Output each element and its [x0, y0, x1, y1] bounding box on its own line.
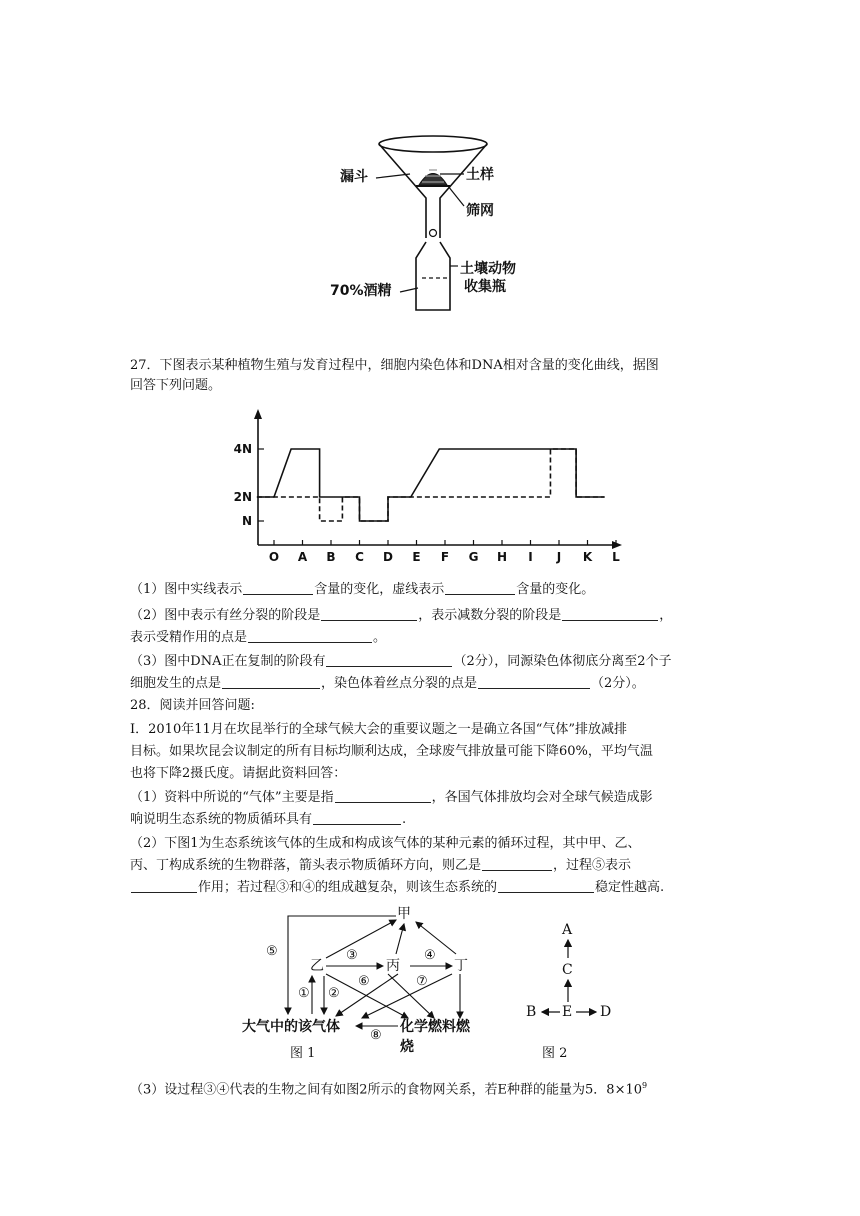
- x-tick-label: K: [582, 550, 593, 564]
- series-dashed-line: [257, 449, 605, 521]
- node-yi: 乙: [310, 958, 324, 974]
- node-fuel-combustion: 化学燃料燃烧: [400, 1019, 470, 1055]
- q28-sub2: （2）下图1为生态系统该气体的生成和构成该气体的某种元素的循环过程，其中甲、乙、: [130, 836, 641, 851]
- q27-sub2: （2）图中表示有丝分裂的阶段是 ，表示减数分裂的阶段是 ，: [130, 608, 673, 623]
- q28-para-3: 也将下降2摄氏度。请据此资料回答：: [130, 766, 347, 781]
- q27-sub3-cont: 细胞发生的点是 ，染色体着丝点分裂的点是 （2分）。: [130, 676, 645, 691]
- process-1: ①: [298, 986, 310, 1001]
- q28-sub1-cont: 响说明生态系统的物质循环具有 .: [130, 812, 407, 827]
- node-bing: 丙: [386, 958, 400, 974]
- q28-sub1: （1）资料中所说的“气体”主要是指 ，各国气体排放均会对全球气候造成影: [130, 790, 653, 805]
- answer-blank[interactable]: [222, 674, 320, 689]
- answer-blank[interactable]: [478, 674, 590, 689]
- funnel-label: 漏斗: [340, 169, 368, 185]
- q27-line-1: 27．下图表示某种植物生殖与发育过程中，细胞内染色体和DNA相对含量的变化曲线，据图: [130, 358, 659, 373]
- process-6: ⑥: [358, 974, 370, 989]
- y-tick-label: N: [241, 514, 252, 528]
- node-B: B: [526, 1004, 537, 1020]
- node-C: C: [562, 962, 573, 978]
- q27-line-2: 回答下列问题。: [130, 378, 222, 393]
- answer-blank[interactable]: [313, 810, 401, 825]
- process-5: ⑤: [266, 944, 278, 959]
- answer-blank[interactable]: [248, 628, 372, 643]
- q27-sub2-cont: 表示受精作用的点是 。: [130, 630, 387, 645]
- sieve-label: 筛网: [466, 203, 494, 219]
- x-tick-label: I: [528, 550, 533, 564]
- exponent: 9: [642, 1081, 648, 1090]
- node-A: A: [562, 922, 573, 938]
- answer-blank[interactable]: [321, 606, 417, 621]
- x-tick-label: B: [326, 550, 336, 564]
- x-tick-label: E: [412, 550, 421, 564]
- chromosome-dna-chart: [228, 405, 628, 565]
- chart-svg: [228, 405, 628, 565]
- y-tick-label: 4N: [233, 442, 252, 456]
- process-3: ③: [346, 948, 358, 963]
- x-tick-label: F: [440, 550, 450, 564]
- figure-2-food-web: [520, 920, 620, 1030]
- x-tick-label: J: [556, 550, 562, 564]
- answer-blank[interactable]: [562, 606, 658, 621]
- process-7: ⑦: [416, 974, 428, 989]
- x-tick-label: C: [355, 550, 364, 564]
- answer-blank[interactable]: [326, 652, 452, 667]
- node-jia: 甲: [397, 906, 411, 922]
- q28-para-1: Ⅰ．2010年11月在坎昆举行的全球气候大会的重要议题之一是确立各国“气体”排放减排: [130, 722, 628, 737]
- answer-blank[interactable]: [498, 878, 594, 893]
- process-2: ②: [328, 986, 340, 1001]
- x-tick-label: D: [383, 550, 393, 564]
- answer-blank[interactable]: [131, 878, 197, 893]
- process-4: ④: [424, 948, 436, 963]
- q27-sub3: （3）图中DNA正在复制的阶段有 （2分），同源染色体彻底分离至2个子: [130, 654, 672, 669]
- node-ding: 丁: [454, 958, 468, 974]
- funnel-diagram: [330, 130, 550, 320]
- q28-para-2: 目标。如果坎昆会议制定的所有目标均顺利达成，全球废气排放量可能下降60%，平均气温: [130, 744, 653, 759]
- q28-sub2-cont-1: 丙、丁构成系统的生物群落，箭头表示物质循环方向，则乙是 ，过程⑤表示: [130, 858, 632, 873]
- q28-sub3: （3）设过程③④代表的生物之间有如图2所示的食物网关系，若E种群的能量为5．$8\times 10^9$: [130, 1081, 648, 1098]
- x-tick-label: H: [496, 550, 508, 564]
- q27-sub1: （1）图中实线表示 含量的变化，虚线表示 含量的变化。: [130, 582, 595, 597]
- q28-sub2-cont-2: 作用；若过程③和④的组成越复杂，则该生态系统的 稳定性越高.: [130, 878, 664, 898]
- soil-sample-label: 土样: [466, 167, 494, 183]
- q28-line-1: 28．阅读并回答问题:: [130, 698, 255, 713]
- process-8: ⑧: [370, 1028, 382, 1043]
- y-axis-arrow: [254, 409, 262, 419]
- answer-blank[interactable]: [482, 856, 552, 871]
- alcohol-label: 70%酒精: [330, 283, 392, 299]
- x-tick-label: L: [612, 550, 620, 564]
- figure-1-caption: 图 1: [290, 1046, 316, 1061]
- figure-2-caption: 图 2: [542, 1046, 568, 1061]
- answer-blank[interactable]: [335, 788, 431, 803]
- node-D: D: [600, 1004, 612, 1020]
- collector-label-1: 土壤动物: [460, 261, 516, 277]
- node-atmosphere: 大气中的该气体: [242, 1019, 340, 1035]
- series-solid-line: [257, 449, 605, 521]
- x-axis-arrow: [612, 541, 622, 549]
- x-tick-label: O: [268, 550, 280, 564]
- y-tick-label: 2N: [233, 490, 252, 504]
- node-E: E: [562, 1004, 573, 1020]
- x-tick-label: A: [297, 550, 308, 564]
- answer-blank[interactable]: [243, 580, 313, 595]
- x-tick-label: G: [468, 550, 479, 564]
- collector-label-2: 收集瓶: [464, 279, 506, 295]
- answer-blank[interactable]: [445, 580, 515, 595]
